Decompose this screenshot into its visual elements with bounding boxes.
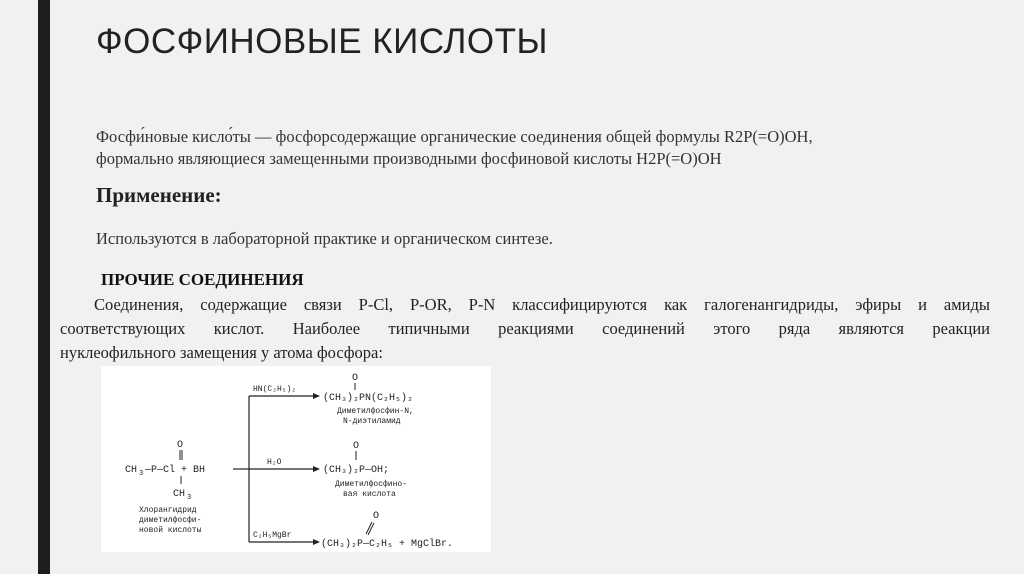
other-line-3: нуклеофильного замещения у атома фосфора:: [60, 343, 383, 362]
reagent-mid: H₂O: [267, 458, 282, 467]
other-line-1: Соединения, содержащие связи P-Cl, P-OR, P-N классифицируются как галогенангидриды, эфиры и амиды: [94, 295, 990, 314]
reaction-scheme-image: [101, 366, 491, 552]
accent-bar: [38, 0, 50, 574]
reactant-caption-2: диметилфосфи-: [139, 516, 202, 525]
reactant-methyl: CH: [173, 489, 186, 500]
product-mid: (CH₃)₂P—OH;: [323, 465, 390, 476]
product-top-caption-1: Диметилфосфин-N,: [337, 407, 414, 416]
arrowhead-top: [313, 393, 320, 399]
other-line-2: соответствующих кислот. Наиболее типичными реакциями соединений этого ряда являются реакции: [60, 319, 990, 338]
arrowhead-mid: [313, 466, 320, 472]
intro-line-1: Фосфи́новые кисло́ты — фосфорсодержащие органические соединения общей формулы R2P(=O)OH,: [96, 127, 813, 146]
product-mid-caption-2: вая кислота: [343, 490, 396, 499]
product-mid-caption-1: Диметилфосфино-: [335, 480, 408, 489]
product-bottom-oxygen: O: [373, 511, 380, 522]
reactant-ch: CH: [125, 465, 138, 476]
usage-heading: Применение:: [96, 183, 222, 207]
reaction-scheme-svg: [101, 366, 491, 552]
reactant-oxygen: O: [177, 440, 184, 451]
intro-paragraph: [96, 126, 992, 170]
other-compounds-heading: ПРОЧИЕ СОЕДИНЕНИЯ: [101, 270, 304, 289]
reagent-top: HN(C₂H₅)₂: [253, 385, 297, 394]
reactant-sub-3: 3: [139, 470, 144, 478]
reactant-formula: —P—Cl + BH: [145, 465, 206, 476]
product-top: (CH₃)₂PN(C₂H₅)₂: [323, 393, 414, 404]
reactant-caption-3: новой кислоты: [139, 526, 202, 535]
intro-line-2: формально являющиеся замещенными производными фосфиновой кислоты H2P(=O)OH: [96, 149, 722, 168]
reactant-caption-1: Хлорангидрид: [139, 506, 197, 515]
slide-title: ФОСФИНОВЫЕ КИСЛОТЫ: [96, 22, 548, 61]
product-top-oxygen: O: [352, 373, 359, 384]
other-compounds-paragraph: [60, 293, 990, 365]
product-top-caption-2: N-диэтиламид: [343, 417, 401, 426]
arrowhead-bottom: [313, 539, 320, 545]
reagent-bottom: C₂H₅MgBr: [253, 531, 292, 540]
reactant-methyl-sub: 3: [187, 494, 192, 502]
product-bottom: (CH₃)₂P—C₂H₅ + MgClBr.: [321, 539, 454, 550]
usage-text: Используются в лабораторной практике и органическом синтезе.: [96, 229, 553, 248]
product-mid-oxygen: O: [353, 441, 360, 452]
